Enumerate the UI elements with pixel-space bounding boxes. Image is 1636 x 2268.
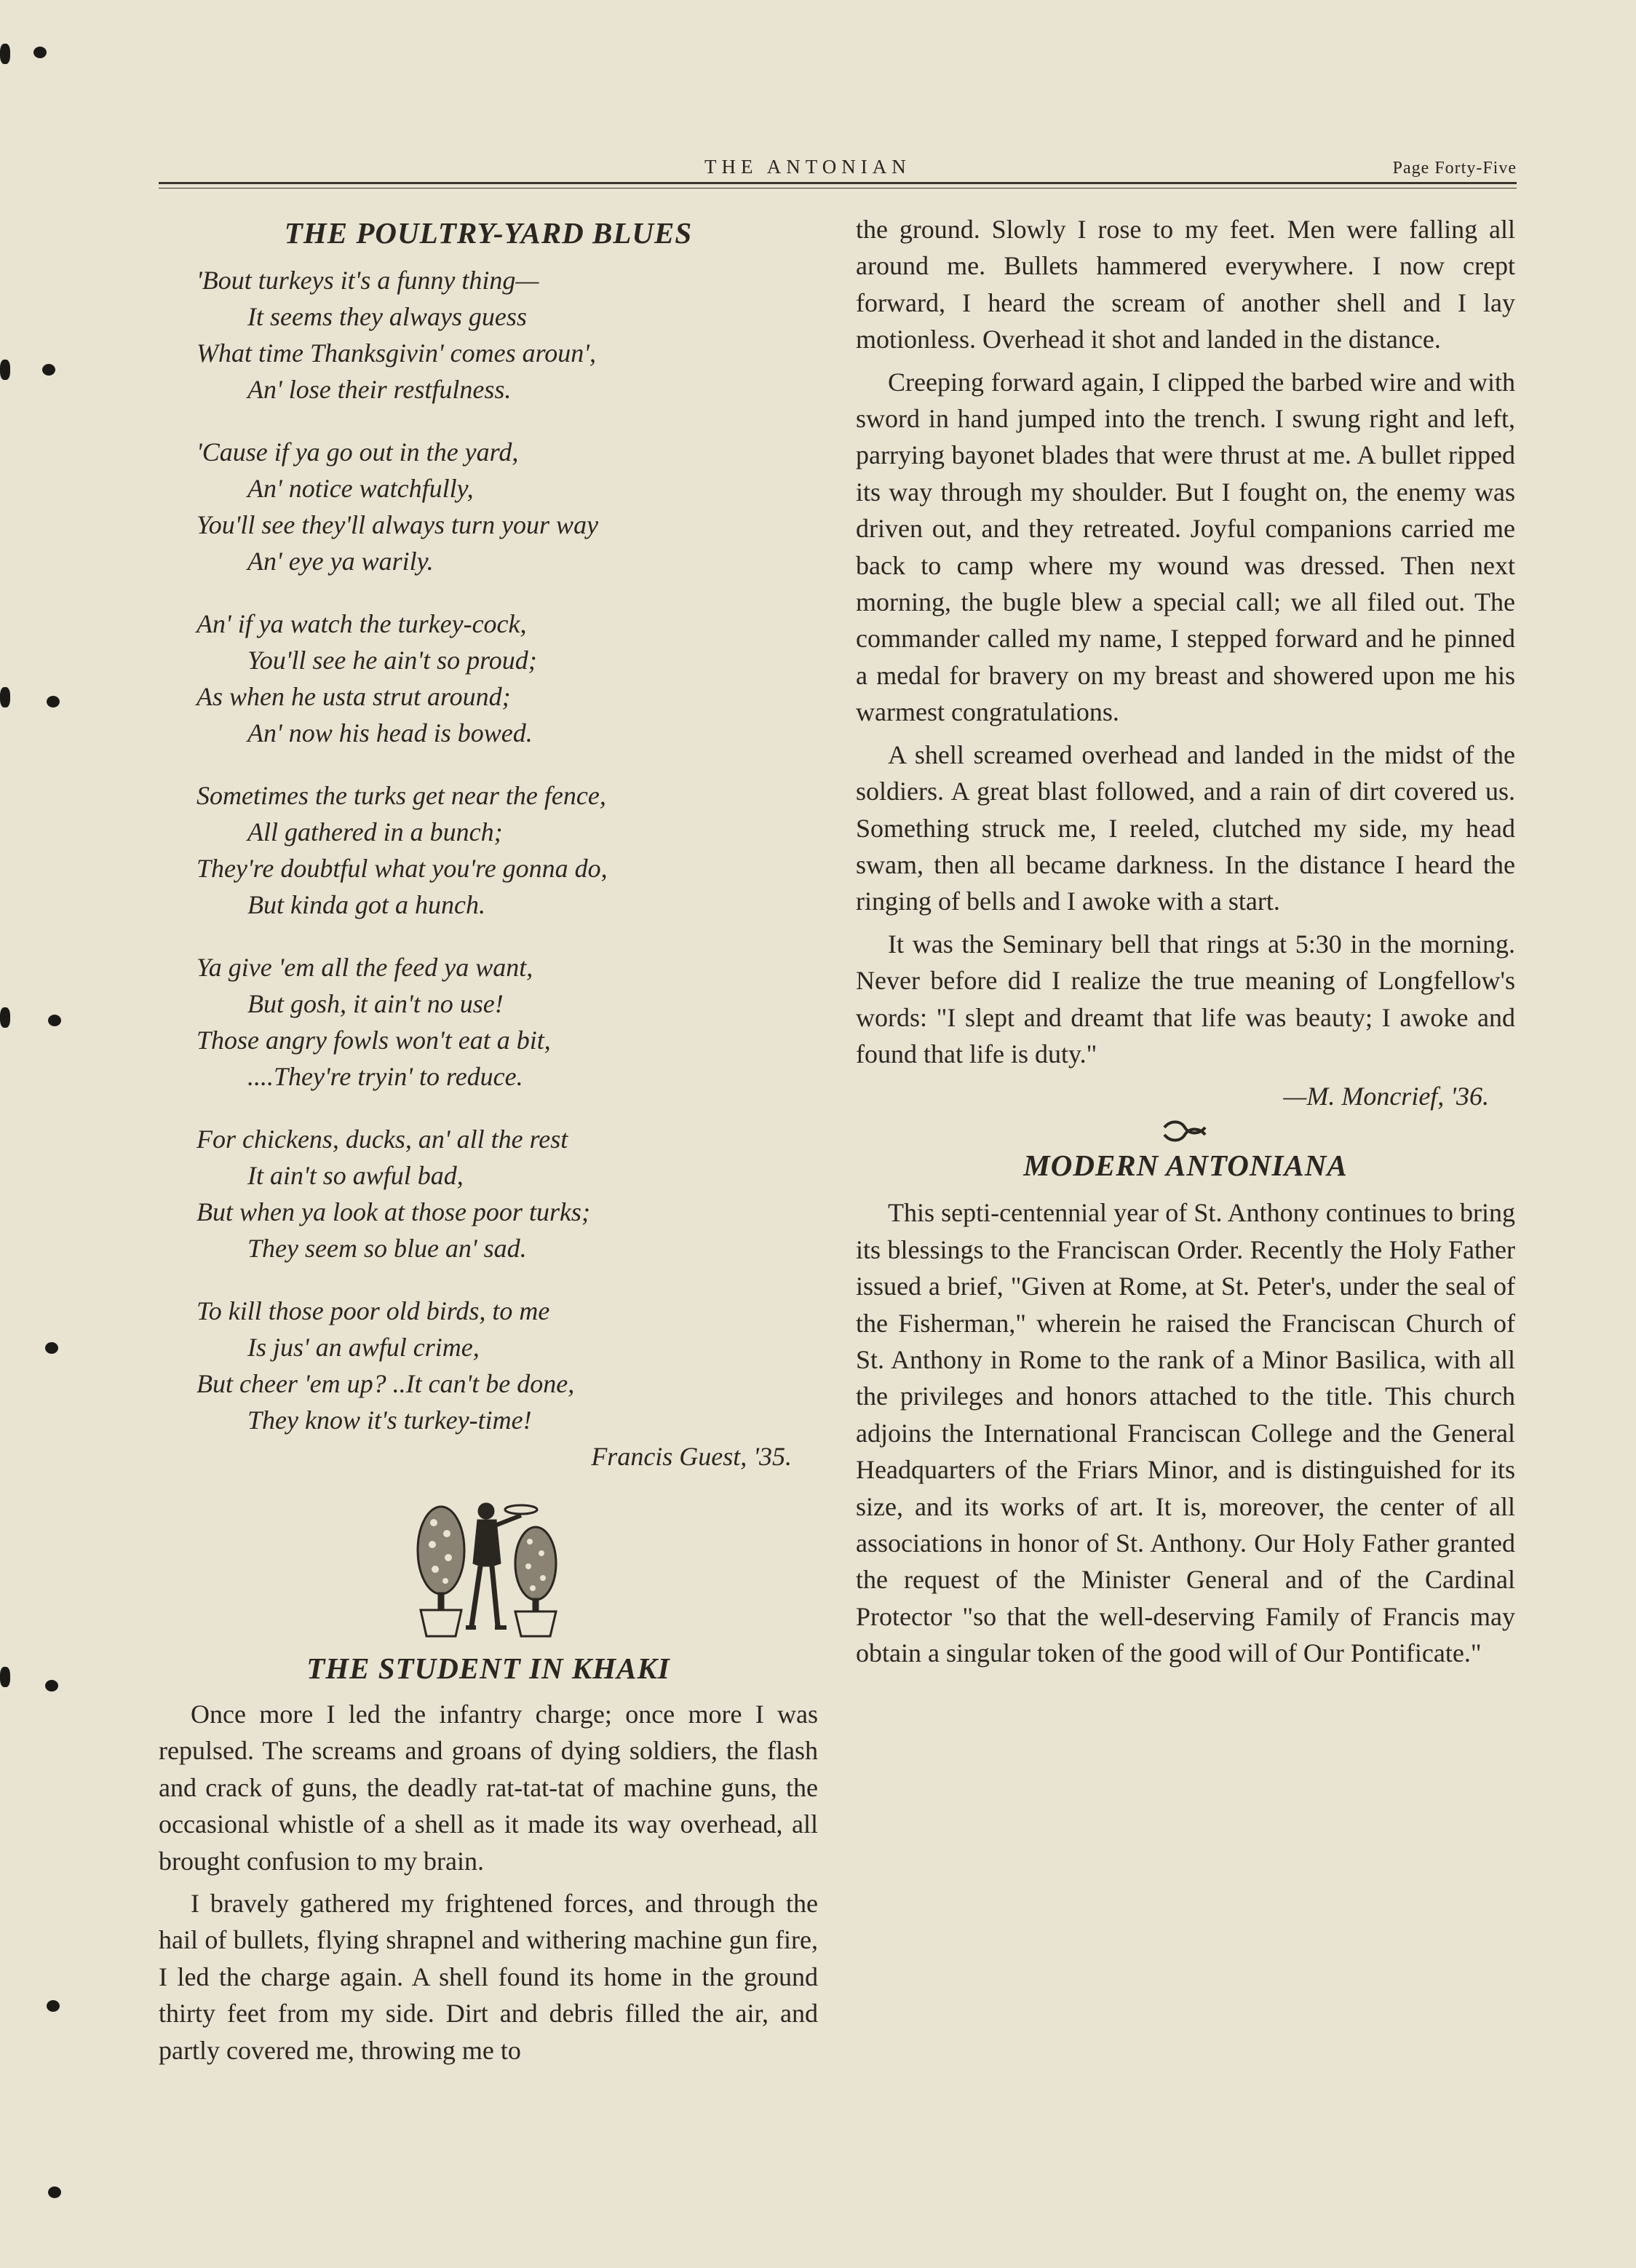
- binding-hole-icon: [42, 364, 55, 376]
- binding-hole-icon: [0, 687, 10, 707]
- poem-line: An' notice watchfully,: [247, 474, 474, 503]
- binding-hole-icon: [47, 2000, 60, 2012]
- poem-line: All gathered in a bunch;: [247, 817, 503, 846]
- khaki-paragraph: I bravely gathered my frightened forces, and through the hail of bullets, flying shrapnel and withering machine gun fire, I led the charge again. A shell found its home in the ground thirty feet from my side. Dirt and debris filled the air, and partly covered me, throwing me to: [159, 1889, 818, 2065]
- binding-hole-icon: [47, 696, 60, 707]
- stanza: [159, 1293, 818, 1438]
- poem-line: Those angry fowls won't eat a bit,: [196, 1026, 551, 1055]
- poem-line: They know it's turkey-time!: [247, 1405, 532, 1435]
- poem-line: An' if ya watch the turkey-cock,: [196, 609, 527, 638]
- poem-line: 'Bout turkeys it's a funny thing—: [196, 266, 539, 295]
- stanza: [159, 606, 818, 751]
- poem-line: For chickens, ducks, an' all the rest: [196, 1125, 568, 1154]
- header-rule: [159, 182, 1517, 184]
- stanza: [159, 262, 818, 408]
- khaki-paragraph: Creeping forward again, I clipped the barbed wire and with sword in hand jumped into the trench. I swung right and left, parrying bayonet blades that were thrust at me. A bullet ripped its way through my shoulder. But I fought on, the enemy was driven out, and they retreated. Joyful companions carried me back to camp where my wound was dressed. Then next morning, the bugle blew a special call; we all filed out. The commander called my name, I stepped forward and he pinned a medal for bravery on my breast and showered upon me his warmest congratulations.: [856, 367, 1515, 727]
- poem-line: But gosh, it ain't no use!: [247, 989, 504, 1018]
- running-header: [159, 156, 1517, 185]
- antoniana-paragraph: This septi-centennial year of St. Anthony continues to bring its blessings to the Franciscan Order. Recently the Holy Father issued a brief, "Given at Rome, at St. Peter's, under the seal of the Fisherman," wherein he raised the Franciscan Church of St. Anthony in Rome to the rank of a Minor Basilica, with all the privileges and honors attached to the title. This church adjoins the International Franciscan College and the General Headquarters of the Friars Minor, and is distinguished for its size, and its works of art. It is, moreover, the center of all associations in honor of St. Anthony. Our Holy Father granted the request of the Minister General and of the Cardinal Protector "so that the well-deserving Family of Francis may obtain a singular token of the good will of Our Pontificate.": [856, 1198, 1515, 1668]
- poem-line: An' now his head is bowed.: [247, 718, 533, 748]
- poem-line: An' eye ya warily.: [247, 547, 434, 576]
- stanza: [159, 1121, 818, 1266]
- poem-body: [159, 262, 818, 1438]
- binding-hole-icon: [33, 47, 47, 58]
- poem-author: Francis Guest, '35.: [591, 1442, 792, 1471]
- binding-hole-icon: [48, 2186, 61, 2198]
- scroll-ornament-icon: [1160, 1119, 1211, 1143]
- antoniana-title: MODERN ANTONIANA: [1023, 1149, 1348, 1183]
- magazine-title: THE ANTONIAN: [704, 156, 911, 178]
- khaki-title: THE STUDENT IN KHAKI: [306, 1652, 670, 1685]
- khaki-paragraph: It was the Seminary bell that rings at 5:30 in the morning. Never before did I realize the true meaning of Longfellow's words: "I slept and dreamt that life was beauty; I awoke and found that life is duty.": [856, 929, 1515, 1068]
- poem-line: They seem so blue an' sad.: [247, 1234, 527, 1263]
- poem-line: Is jus' an awful crime,: [247, 1333, 480, 1362]
- poem-line: But when ya look at those poor turks;: [196, 1197, 590, 1226]
- stanza: [159, 949, 818, 1095]
- stanza: [159, 434, 818, 579]
- poem-line: It seems they always guess: [247, 302, 527, 331]
- poem-line: It ain't so awful bad,: [247, 1161, 464, 1190]
- header-rule-thin: [159, 188, 1517, 189]
- poem-line: Ya give 'em all the feed ya want,: [196, 953, 533, 982]
- khaki-paragraph-continued: the ground. Slowly I rose to my feet. Men were falling all around me. Bullets hammered everywhere. I now crept forward, I heard the scream of another shell and I lay motionless. Overhead it shot and landed in the distance.: [856, 215, 1515, 354]
- poem-line: You'll see he ain't so proud;: [247, 646, 537, 675]
- khaki-paragraph: Once more I led the infantry charge; once more I was repulsed. The screams and groans of dying soldiers, the flash and crack of guns, the deadly rat-tat-tat of machine guns, the occasional whistle of a shell as it made its way overhead, all brought confusion to my brain.: [159, 1700, 818, 1876]
- binding-hole-icon: [45, 1680, 58, 1692]
- binding-hole-icon: [0, 1007, 10, 1028]
- binding-holes: [0, 0, 65, 2268]
- left-column: [159, 211, 818, 2074]
- binding-hole-icon: [45, 1342, 58, 1354]
- binding-hole-icon: [0, 44, 10, 64]
- waiter-with-topiary-trees-icon: [405, 1494, 572, 1639]
- khaki-paragraph: A shell screamed overhead and landed in the midst of the soldiers. A great blast followed, and a rain of dirt covered us. Something struck me, I reeled, clutched my side, my head swam, then all became darkness. In the distance I heard the ringing of bells and I awoke with a start.: [856, 740, 1515, 916]
- binding-hole-icon: [0, 360, 10, 380]
- binding-hole-icon: [48, 1015, 61, 1026]
- poem-line: They're doubtful what you're gonna do,: [196, 854, 608, 883]
- poem-line: An' lose their restfulness.: [247, 375, 512, 404]
- khaki-author: —M. Moncrief, '36.: [1283, 1082, 1489, 1111]
- poem-line: But kinda got a hunch.: [247, 890, 485, 919]
- poem-line: What time Thanksgivin' comes aroun',: [196, 338, 596, 368]
- poem-title: THE POULTRY-YARD BLUES: [284, 216, 693, 250]
- binding-hole-icon: [0, 1667, 10, 1687]
- poem-line: You'll see they'll always turn your way: [196, 510, 599, 539]
- page-number: Page Forty-Five: [1392, 159, 1517, 178]
- poem-line: ....They're tryin' to reduce.: [247, 1062, 523, 1091]
- poem-line: Sometimes the turks get near the fence,: [196, 781, 606, 810]
- poem-line: 'Cause if ya go out in the yard,: [196, 437, 519, 467]
- poem-line: But cheer 'em up? ..It can't be done,: [196, 1369, 575, 1398]
- right-column: [856, 211, 1515, 1678]
- poem-line: As when he usta strut around;: [196, 682, 511, 711]
- poem-line: To kill those poor old birds, to me: [196, 1296, 550, 1325]
- stanza: [159, 777, 818, 923]
